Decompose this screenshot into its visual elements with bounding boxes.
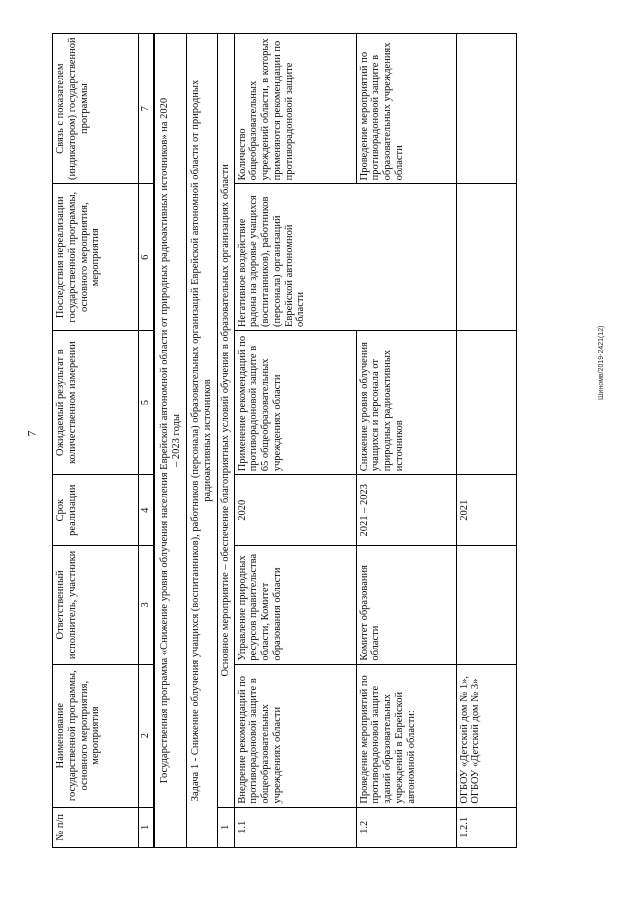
- table-row: [234, 34, 356, 848]
- row-executor: Комитет образования области: [356, 546, 456, 665]
- table-row: [456, 34, 516, 848]
- col-number: 4: [139, 475, 154, 546]
- col-number: 5: [139, 331, 154, 475]
- program-table: [52, 33, 517, 848]
- table-row: [356, 34, 456, 848]
- main-event-text: Основное мероприятие – обеспечение благоприятных условий обучения в образовательных организациях области: [217, 34, 234, 808]
- header-consequence: Последствия нереализации государственной программы, основного мероприятия, мероприятия: [53, 184, 139, 331]
- row-name: Проведение мероприятий по противорадоновой защите зданий образовательных учреждений в Еврейской автономной области:: [356, 664, 456, 807]
- row-period: 2021 – 2023: [356, 475, 456, 546]
- row-num: 1.1: [234, 807, 356, 847]
- row-period: 2020: [234, 475, 356, 546]
- row-consequence: Негативное воздействие радона на здоровье учащихся (воспитанников), работников (персонала) организаций Еврейской автономной области: [234, 184, 456, 331]
- row-result: Снижение уровня облучения учащихся и персонала от природных радиоактивных источников: [356, 331, 456, 475]
- program-row: [154, 34, 187, 848]
- column-number-row: [139, 34, 154, 848]
- row-result: Применение рекомендаций по противорадоновой защите в 65 общеобразовательных учреждениях области: [234, 331, 356, 475]
- row-num: 1.2: [356, 807, 456, 847]
- col-number: 1: [139, 807, 154, 847]
- row-indicator: [456, 34, 516, 184]
- row-executor: [456, 546, 516, 665]
- row-period: 2021: [456, 475, 516, 546]
- header-period: Срок реализации: [53, 475, 139, 546]
- row-name: ОГБОУ «Детский дом № 1», ОГБОУ «Детский дом № 3»: [456, 664, 516, 807]
- program-title: Государственная программа «Снижение уровня облучения населения Еврейской автономной области от природных радиоактивных источников» на 2020 – 2023 годы: [154, 34, 187, 848]
- task-title: Задача 1 - Снижение облучения учащихся (воспитанников), работников (персонала) образовательных организаций Еврейской автономной области от природных радиоактивных источников: [187, 34, 218, 848]
- document-stamp: Шиномв/2019-2421(12): [598, 325, 605, 400]
- header-result: Ожидаемый результат в количественном измерении: [53, 331, 139, 475]
- main-event-row: [217, 34, 234, 848]
- header-indicator: Связь с показателем (индикатором) государственной программы: [53, 34, 139, 184]
- header-num: № п/п: [53, 807, 139, 847]
- row-indicator: Количество общеобразовательных учреждений области, в которых применяются рекомендации по противорадоновой защите: [234, 34, 356, 184]
- page-number: 7: [24, 430, 39, 437]
- main-event-num: 1: [217, 807, 234, 847]
- row-executor: Управление природных ресурсов правительства области, Комитет образования области: [234, 546, 356, 665]
- col-number: 3: [139, 546, 154, 665]
- row-consequence: [456, 184, 516, 331]
- header-row: [53, 34, 139, 848]
- header-name: Наименование государственной программы, основного мероприятия, мероприятия: [53, 664, 139, 807]
- row-result: [456, 331, 516, 475]
- row-num: 1.2.1: [456, 807, 516, 847]
- rotated-page: [52, 33, 592, 848]
- header-executor: Ответственный исполнитель, участники: [53, 546, 139, 665]
- row-name: Внедрение рекомендаций по противорадоновой защите в общеобразовательных учреждениях области: [234, 664, 356, 807]
- col-number: 7: [139, 34, 154, 184]
- row-indicator: Проведение мероприятий по противорадоновой защите в образовательных учреждениях области: [356, 34, 456, 184]
- task-row: [187, 34, 218, 848]
- col-number: 6: [139, 184, 154, 331]
- col-number: 2: [139, 664, 154, 807]
